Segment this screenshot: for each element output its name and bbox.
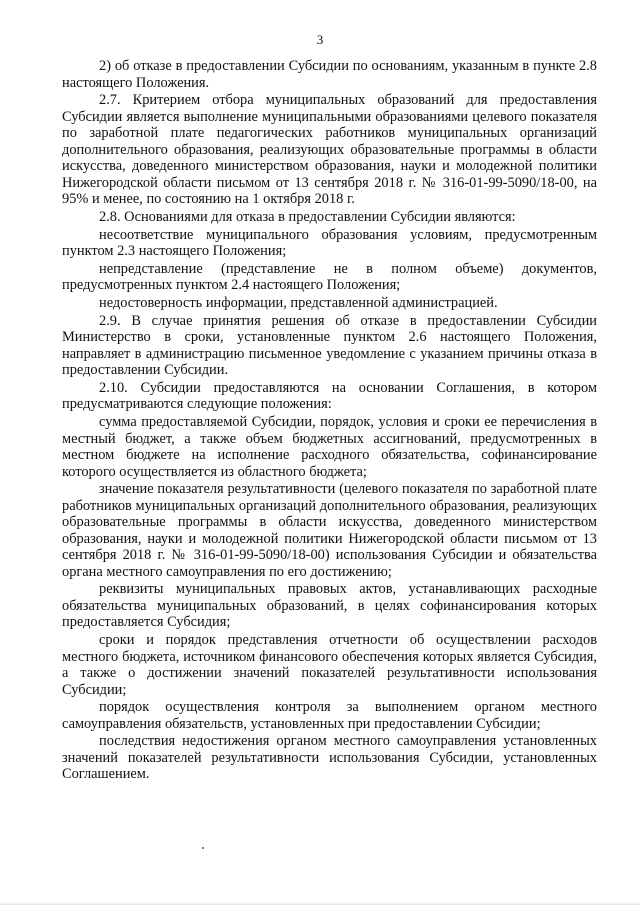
paragraph-agreement-legal-acts: реквизиты муниципальных правовых актов, устанавливающих расходные обязательства муниципальных образований, в целях софинансирования которых предоставляется Субсидия; [62,581,597,631]
paragraph-agreement-reporting: сроки и порядок представления отчетности об осуществлении расходов местного бюджета, источником финансового обеспечения которых является Субсидия, а также о достижении значений показателей результативности использования Субсидии; [62,632,597,698]
paragraph-ground-inaccurate-info: недостоверность информации, представленной администрацией. [99,294,498,311]
paragraph-agreement-control: порядок осуществления контроля за выполнением органом местного самоуправления обязательств, установленных при предоставлении Субсидии; [62,699,597,732]
paragraph-2-9-refusal-notice: 2.9. В случае принятия решения об отказе в предоставлении Субсидии Министерство в сроки, установленные пунктом 2.6 настоящего Положения, направляет в администрацию письменное уведомление с указанием причины отказа в предоставлении Субсидии. [62,312,597,379]
paragraph-2-7-selection-criterion: 2.7. Критерием отбора муниципальных образований для предоставления Субсидии является выполнение муниципальными образованиями целевого показателя по заработной плате педагогических работников муниципальных организаций дополнительного образования, реализующих образовательные программы в области искусства, доведенного министерством образования, науки и молодежной политики Нижегородской области письмом от 13 сентября 2018 г. № 316-01-99-5090/18-00, на 95% и менее, по состоянию на 1 октября 2018 г. [62,92,597,208]
paragraph-agreement-consequences: последствия недостижения органом местного самоуправления установленных значений показателей результативности использования Субсидии, установленных Соглашением. [62,733,597,783]
paragraph-ground-missing-documents: непредставление (представление не в полном объеме) документов, предусмотренных пунктом 2.4 настоящего Положения; [62,260,597,294]
paragraph-2-10-agreement: 2.10. Субсидии предоставляются на основании Соглашения, в котором предусматриваются следующие положения: [62,379,597,413]
paragraph-refusal-item-2: 2) об отказе в предоставлении Субсидии по основаниям, указанным в пункте 2.8 настоящего Положения. [62,58,597,91]
paragraph-agreement-indicator: значение показателя результативности (целевого показателя по заработной плате работников муниципальных организаций дополнительного образования, реализующих образовательные программы в области искусства, доведенного министерством образования, науки и молодежной политики Нижегородской области письмом от 13 сентября 2018 г. № 316-01-99-5090/18-00) использования Субсидии и обязательства органа местного самоуправления по его достижению; [62,481,597,580]
paragraph-2-8-refusal-grounds: 2.8. Основаниями для отказа в предоставлении Субсидии являются: [99,208,516,225]
scan-speck [202,847,204,849]
page-number: 3 [316,32,324,47]
paragraph-ground-nonconformity: несоответствие муниципального образования условиям, предусмотренным пунктом 2.3 настоящего Положения; [62,226,597,260]
paragraph-agreement-amount: сумма предоставляемой Субсидии, порядок, условия и сроки ее перечисления в местный бюджет, а также объем бюджетных ассигнований, предусмотренных в местном бюджете на исполнение расходного обязательства, софинансирование которого осуществляется из областного бюджета; [62,414,597,480]
document-body [62,58,597,784]
